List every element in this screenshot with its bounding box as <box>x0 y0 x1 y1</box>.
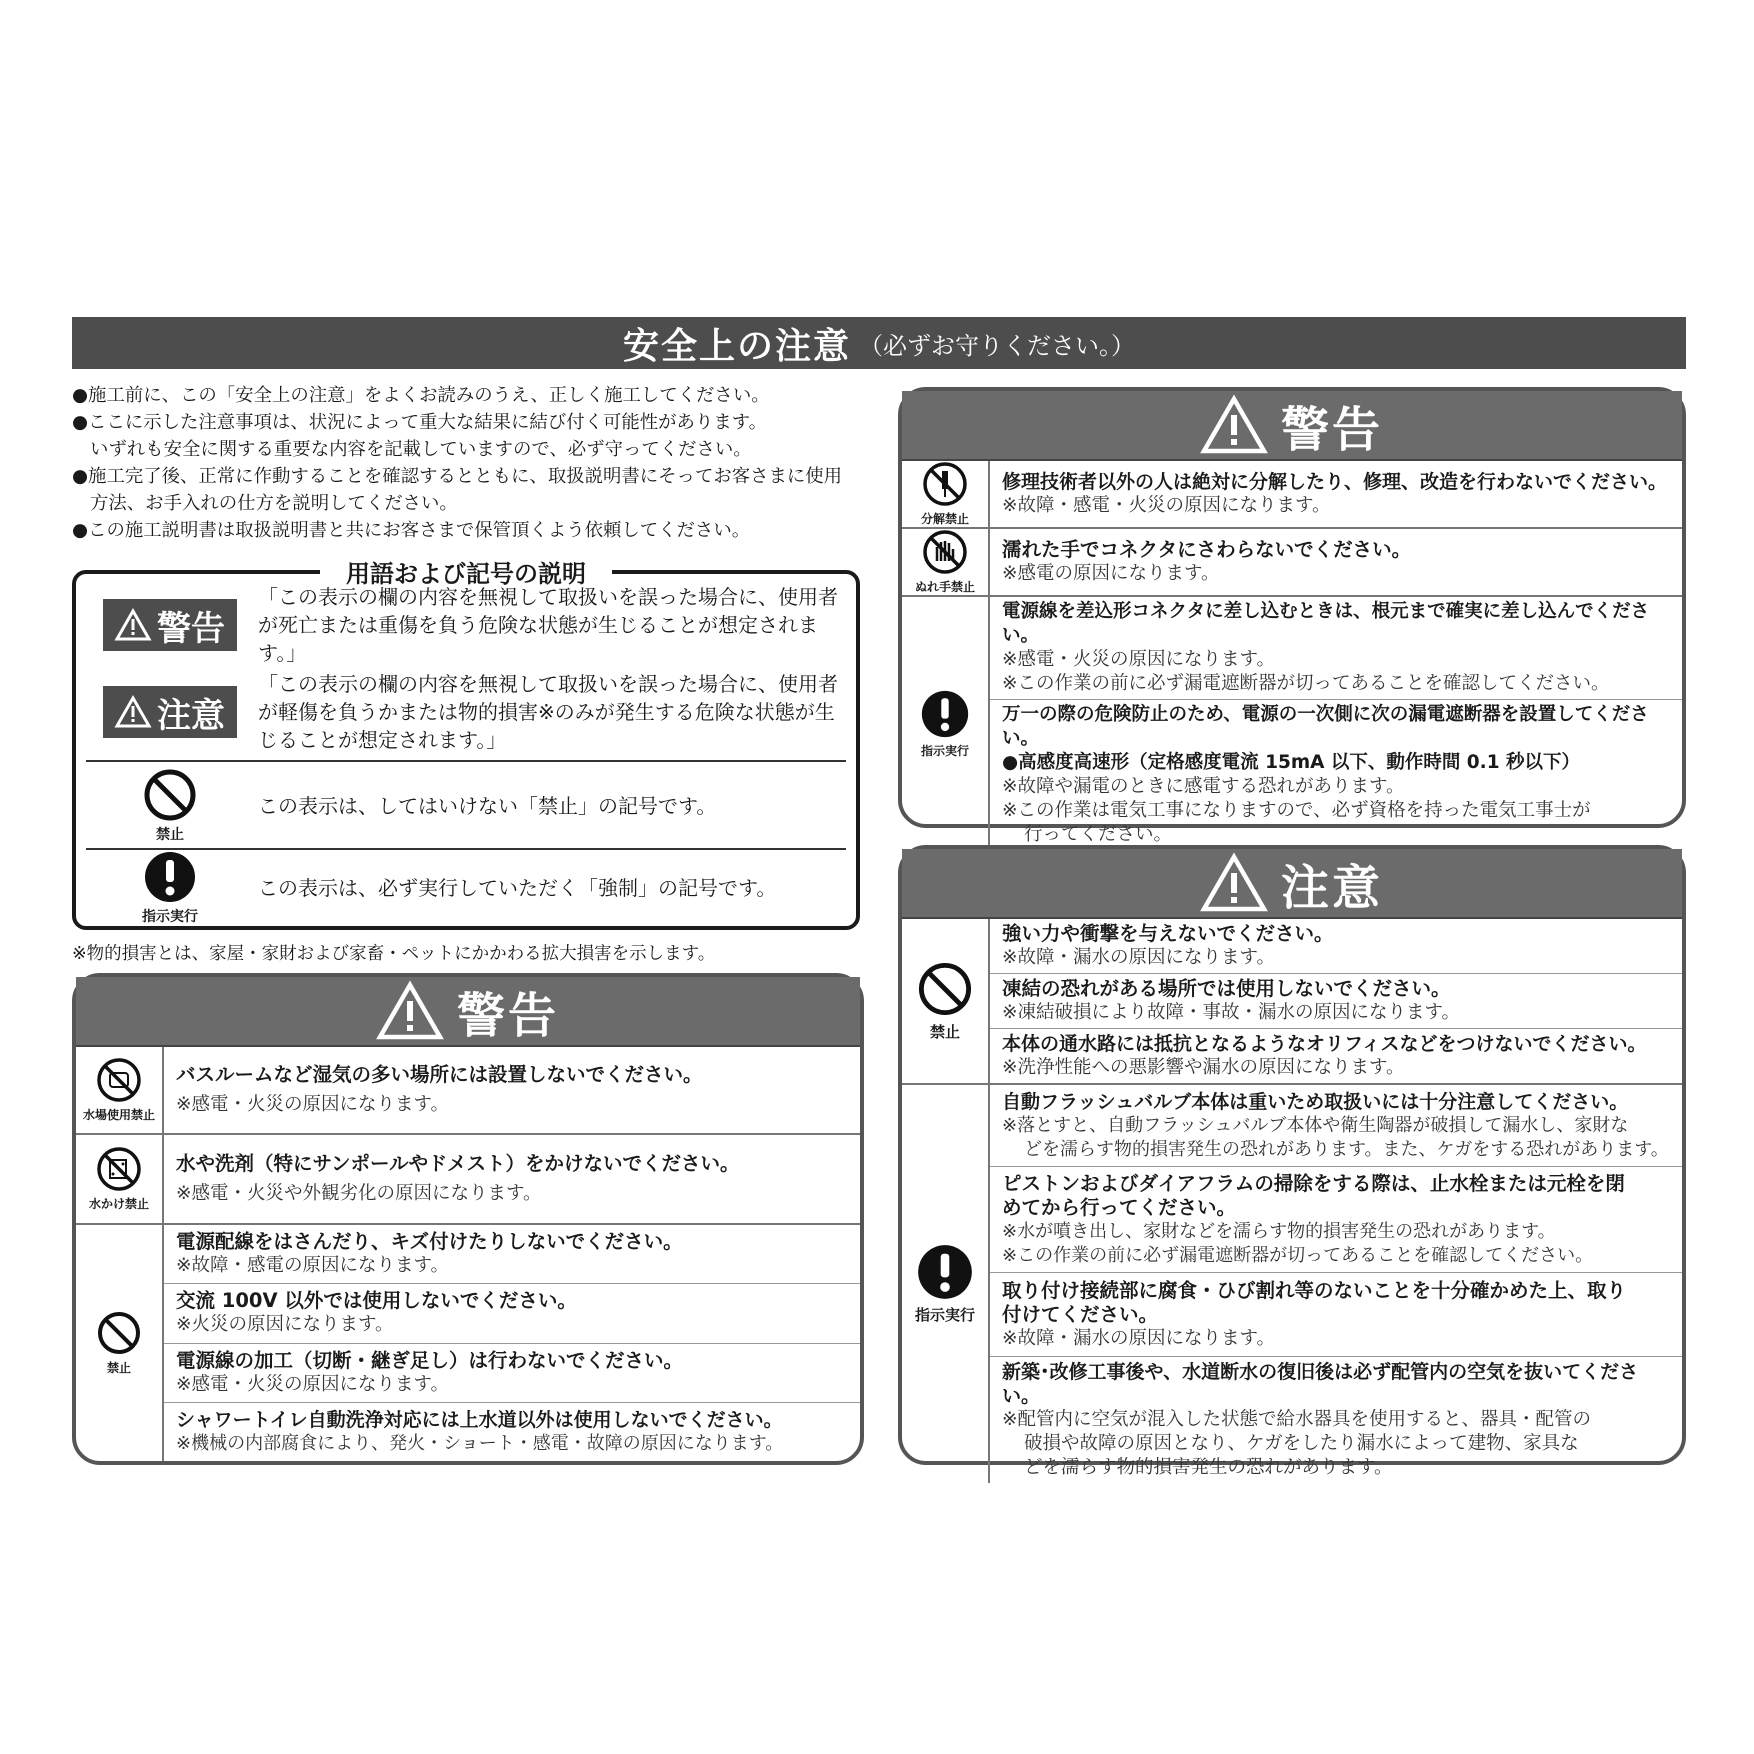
footnote: ※物的損害とは、家屋・家財および家畜・ペットにかかわる拡大損害を示します。 <box>72 944 716 964</box>
group-mandatory: 指示実行 電源線を差込形コネクタに差し込むときは、根元まで確実に差し込んでください。 ※感電・火災の原因になります。 ※この作業の前に必ず漏電遮断器が切ってあることを確認してください。 万一の際の危険防止のため、電源の一次側に次の漏電遮断器を設置してください。 ●高感度高速形（定格感度電流 15mA 以下、動作時間 0.1 秒以下） ※故障や漏電のときに感電する恐れがあります。 ※この作業は電気工事になりますので、必ず資格を持った電気工事士が 行ってください。 <box>902 597 1682 850</box>
title-bar <box>72 317 1686 369</box>
left-warning-panel <box>72 973 864 1465</box>
terms-title: 用語および記号の説明 <box>320 554 612 589</box>
intro-list <box>72 382 872 544</box>
page-title: 安全上の注意 <box>622 325 851 367</box>
no-bathroom-icon <box>96 1057 142 1103</box>
warning-triangle-icon <box>115 696 151 728</box>
intro-line: 方法、お手入れの仕方を説明してください。 <box>90 493 458 514</box>
panel-heading: 警告 <box>902 391 1682 461</box>
prohibit-label: 禁止 <box>156 827 184 843</box>
panel-heading: 注意 <box>902 849 1682 919</box>
warning-triangle-icon <box>115 609 151 641</box>
list-item: ピストンおよびダイアフラムの掃除をする際は、止水栓または元栓を閉 めてから行ってください。 ※水が噴き出し、家財などを濡らす物的損害発生の恐れがあります。 ※この作業の前に必ず漏電遮断器が切ってあることを確認してください。 <box>990 1167 1682 1273</box>
list-item: 万一の際の危険防止のため、電源の一次側に次の漏電遮断器を設置してください。 ●高感度高速形（定格感度電流 15mA 以下、動作時間 0.1 秒以下） ※故障や漏電のときに感電する恐れがあります。 ※この作業は電気工事になりますので、必ず資格を持った電気工事士が 行ってください。 <box>1002 704 1649 845</box>
term-caution-text: 「この表示の欄の内容を無視して取扱いを誤った場合に、使用者が軽傷を負うかまたは物的損害※のみが発生する危険な状態が生じることが想定されます。」 <box>258 672 838 752</box>
mandatory-icon <box>920 689 970 739</box>
list-item: 本体の通水路には抵抗となるようなオリフィスなどをつけないでください。 ※洗浄性能への悪影響や漏水の原因になります。 <box>1002 1033 1647 1078</box>
page-subtitle: （必ずお守りください。） <box>859 331 1135 360</box>
list-item: 電源線の加工（切断・継ぎ足し）は行わないでください。 ※感電・火災の原因になります。 <box>164 1344 860 1403</box>
group-prohibit: 禁止 電源配線をはさんだり、キズ付けたりしないでください。 ※故障・感電の原因になります。 交流 100V 以外では使用しないでください。 ※火災の原因になります。 電源線の加工（切断・継ぎ足し）は行わないでください。 ※感電・火災の原因になります。 シャワートイレ自動洗浄対応には上水道以外は使用しないでください。 ※機械の内部腐食により、発火・ショート・感電・故障の原因になります。 <box>76 1225 860 1461</box>
list-item: シャワートイレ自動洗浄対応には上水道以外は使用しないでください。 ※機械の内部腐食により、発火・ショート・感電・故障の原因になります。 <box>176 1408 784 1454</box>
prohibit-icon <box>916 960 974 1018</box>
group-no-disassembly: 分解禁止 修理技術者以外の人は絶対に分解したり、修理、改造を行わないでください。 ※故障・感電・火災の原因になります。 <box>902 461 1682 529</box>
list-item: 電源配線をはさんだり、キズ付けたりしないでください。 ※故障・感電の原因になります。 <box>164 1225 860 1284</box>
group-mandatory: 指示実行 自動フラッシュバルブ本体は重いため取扱いには十分注意してください。 ※落とすと、自動フラッシュバルブ本体や衛生陶器が破損して漏水し、家財な どを濡らす物的損害発生の恐れがあります。また、ケガをする恐れがあります。 ピストンおよびダイアフラムの掃除をする際は、止水栓または元栓を閉 めてから行ってください。 ※水が噴き出し、家財などを濡らす物的損害発生の恐れがあります。 ※この作業の前に必ず漏電遮断器が切ってあることを確認してください。 取り付け接続部に腐食・ひび割れ等のないことを十分確かめた上、取り 付けてください。 ※故障・漏水の原因になります。 新築･改修工事後や、水道断水の復旧後は必ず配管内の空気を抜いてください。 ※配管内に空気が混入した状態で給水器具を使用すると、器具・配管の 破損や故障の原因となり、ケガをしたり漏水によって建物、家具な どを濡らす物的損害発生の恐れがあります。 <box>902 1085 1682 1483</box>
mandatory-label: 指示実行 <box>142 909 198 925</box>
term-row-caution <box>86 664 846 762</box>
warning-triangle-icon <box>1201 854 1267 912</box>
terms-box <box>72 560 860 930</box>
list-item: 強い力や衝撃を与えないでください。 ※故障・漏水の原因になります。 <box>990 919 1682 974</box>
mandatory-icon <box>916 1243 974 1301</box>
list-item: 濡れた手でコネクタにさわらないでください。 ※感電の原因になります。 <box>1002 538 1412 584</box>
term-warning-text: 「この表示の欄の内容を無視して取扱いを誤った場合に、使用者が死亡または重傷を負う危険な状態が生じることが想定されます。」 <box>258 585 838 665</box>
right-warning-panel <box>898 387 1686 845</box>
list-item: 自動フラッシュバルブ本体は重いため取扱いには十分注意してください。 ※落とすと、自動フラッシュバルブ本体や衛生陶器が破損して漏水し、家財な どを濡らす物的損害発生の恐れがあります。また、ケガをする恐れがあります。 <box>990 1085 1682 1167</box>
list-item: 水や洗剤（特にサンポールやドメスト）をかけないでください。 ※感電・火災や外観劣化の原因になります。 <box>176 1152 740 1204</box>
list-item: バスルームなど湿気の多い場所には設置しないでください。 ※感電・火災の原因になります。 <box>176 1063 703 1115</box>
intro-line: ●施工前に、この「安全上の注意」をよくお読みのうえ、正しく施工してください。 <box>72 385 770 406</box>
list-item: 凍結の恐れがある場所では使用しないでください。 ※凍結破損により故障・事故・漏水の原因になります。 <box>990 974 1682 1029</box>
list-item: 取り付け接続部に腐食・ひび割れ等のないことを十分確かめた上、取り 付けてください。 ※故障・漏水の原因になります。 <box>990 1273 1682 1357</box>
no-disassembly-icon <box>922 461 968 507</box>
right-caution-panel <box>898 845 1686 1478</box>
prohibit-icon <box>96 1310 142 1356</box>
list-item: 修理技術者以外の人は絶対に分解したり、修理、改造を行わないでください。 ※故障・感電・火災の原因になります。 <box>1002 471 1668 516</box>
term-mandatory-text: この表示は、必ず実行していただく「強制」の記号です。 <box>258 876 777 900</box>
intro-line: ●施工完了後、正常に作動することを確認するとともに、取扱説明書にそってお客さまに使用 <box>72 466 843 487</box>
list-item: 新築･改修工事後や、水道断水の復旧後は必ず配管内の空気を抜いてください。 ※配管内に空気が混入した状態で給水器具を使用すると、器具・配管の 破損や故障の原因となり、ケガをしたり漏水によって建物、家具な どを濡らす物的損害発生の恐れがあります。 <box>1002 1361 1639 1478</box>
term-row-mandatory <box>86 852 846 924</box>
intro-line: ●ここに示した注意事項は、状況によって重大な結果に結び付く可能性があります。 <box>72 412 768 433</box>
list-item: 交流 100V 以外では使用しないでください。 ※火災の原因になります。 <box>164 1284 860 1343</box>
intro-line: ●この施工説明書は取扱説明書と共にお客さまで保管頂くよう依頼してください。 <box>72 520 751 541</box>
warning-triangle-icon <box>1201 396 1267 454</box>
term-row-warning <box>86 586 846 664</box>
intro-line: いずれも安全に関する重要な内容を記載していますので、必ず守ってください。 <box>90 439 752 460</box>
group-prohibit: 禁止 強い力や衝撃を与えないでください。 ※故障・漏水の原因になります。 凍結の恐れがある場所では使用しないでください。 ※凍結破損により故障・事故・漏水の原因になります。 本体の通水路には抵抗となるようなオリフィスなどをつけないでください。 ※洗浄性能への悪影響や漏水の原因になります。 <box>902 919 1682 1085</box>
list-item: 電源線を差込形コネクタに差し込むときは、根元まで確実に差し込んでください。 ※感電・火災の原因になります。 ※この作業の前に必ず漏電遮断器が切ってあることを確認してください。 <box>990 597 1682 700</box>
warning-badge <box>103 599 237 651</box>
warning-triangle-icon <box>377 982 443 1040</box>
panel-heading: 警告 <box>76 977 860 1047</box>
no-wet-hands-icon <box>922 529 968 575</box>
no-water-splash-icon <box>96 1146 142 1192</box>
warning-badge-label: 警告 <box>157 608 225 649</box>
caution-badge-label: 注意 <box>157 695 225 736</box>
group-water-area: 水場使用禁止 バスルームなど湿気の多い場所には設置しないでください。 ※感電・火災の原因になります。 <box>76 1047 860 1135</box>
group-no-water: 水かけ禁止 水や洗剤（特にサンポールやドメスト）をかけないでください。 ※感電・火災や外観劣化の原因になります。 <box>76 1135 860 1225</box>
mandatory-icon <box>143 850 197 904</box>
prohibit-icon <box>143 768 197 822</box>
caution-badge <box>103 686 237 738</box>
term-row-prohibit <box>86 764 846 850</box>
term-prohibit-text: この表示は、してはいけない「禁止」の記号です。 <box>258 794 717 818</box>
group-no-wet-hands: ぬれ手禁止 濡れた手でコネクタにさわらないでください。 ※感電の原因になります。 <box>902 529 1682 597</box>
